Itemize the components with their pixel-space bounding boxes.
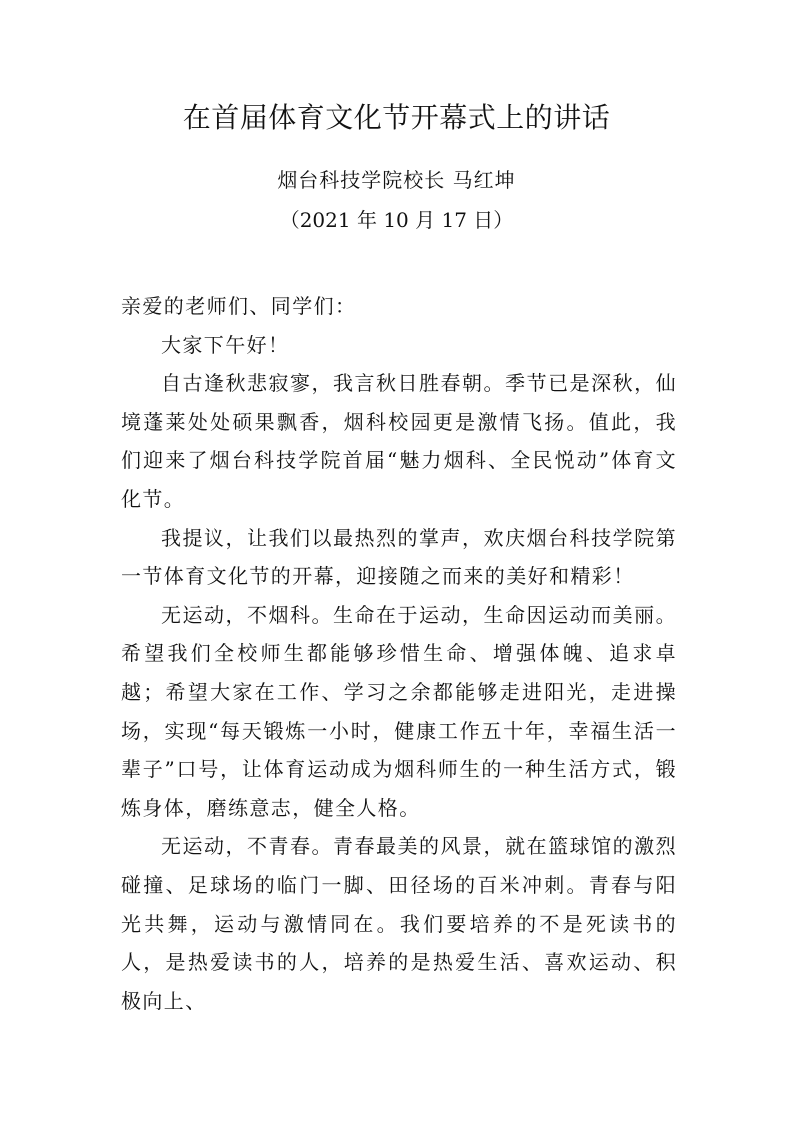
paragraph-no-sport-no-youth: 无运动，不青春。青春最美的风景，就在篮球馆的激烈碰撞、足球场的临门一脚、田径场的百米冲刺。青春与阳光共舞，运动与激情同在。我们要培养的不是死读书的人，是热爱读书的人，培养的是热爱生活、喜欢运动、积极向上、 [121,834,677,1013]
paragraph-greeting: 大家下午好！ [161,332,290,357]
paragraph-applause: 我提议，让我们以最热烈的掌声，欢庆烟台科技学院第一节体育文化节的开幕，迎接随之而来的美好和精彩！ [121,525,677,589]
paragraph-no-sport-no-yanke: 无运动，不烟科。生命在于运动，生命因运动而美丽。希望我们全校师生都能够珍惜生命、增强体魄、追求卓越；希望大家在工作、学习之余都能够走进阳光，走进操场，实现“每天锻炼一小时，健康工作五十年，幸福生活一辈子”口号，让体育运动成为烟科师生的一种生活方式，锻炼身体，磨练意志，健全人格。 [121,602,677,820]
salutation: 亲爱的老师们、同学们： [121,294,357,318]
paragraph-autumn: 自古逢秋悲寂寥，我言秋日胜春朝。季节已是深秋，仙境蓬莱处处硕果飘香，烟科校园更是激情飞扬。值此，我们迎来了烟台科技学院首届“魅力烟科、全民悦动”体育文化节。 [121,371,677,511]
author-line: 烟台科技学院校长 马红坤 [277,168,516,192]
date-line: （2021 年 10 月 17 日） [279,208,514,232]
speech-body [121,287,677,1020]
page-title: 在首届体育文化节开幕式上的讲话 [182,101,611,134]
